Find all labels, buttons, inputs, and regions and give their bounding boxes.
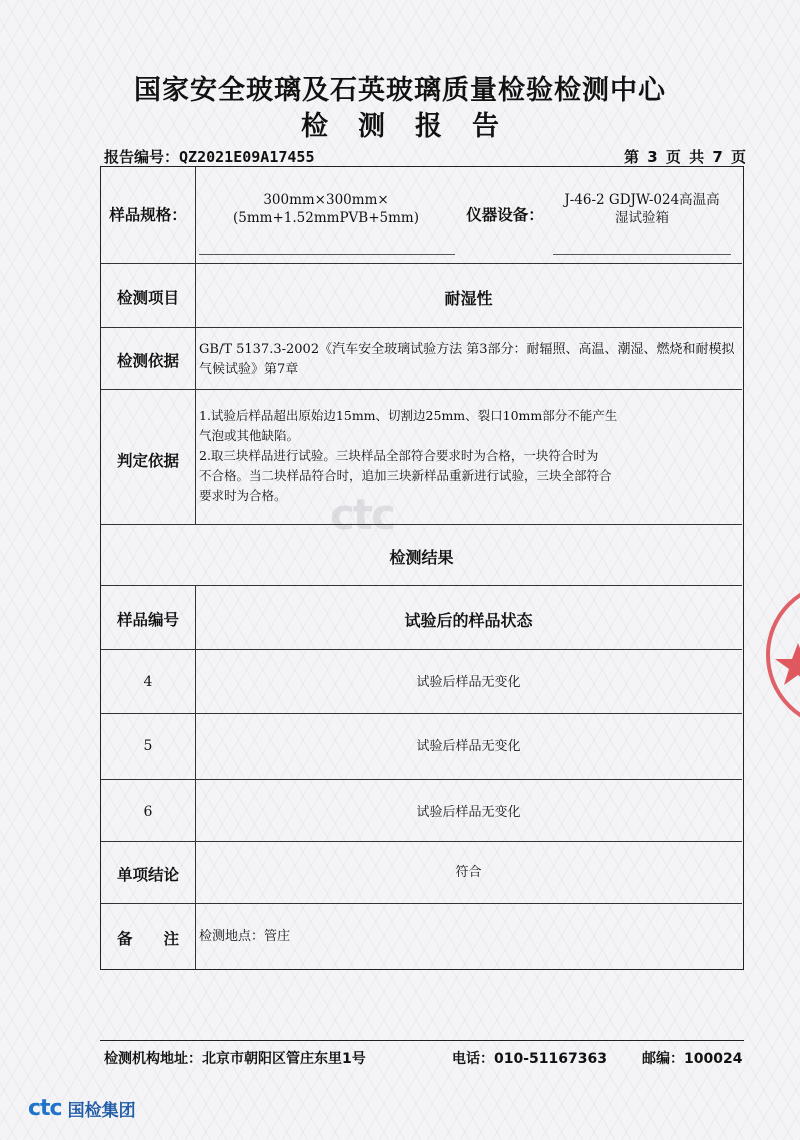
criteria-line: 1.试验后样品超出原始边15mm、切割边25mm、裂口10mm部分不能产生 (199, 408, 618, 423)
conclusion-value: 符合 (455, 865, 482, 880)
result-row-state: 试验后样品无变化 (416, 739, 521, 754)
spec-value-line1: 300mm×300mm× (263, 192, 389, 208)
spec-value (211, 191, 441, 227)
result-row-no: 6 (143, 804, 153, 820)
phone-label: 电话： (452, 1051, 494, 1067)
result-row-no: 4 (143, 674, 153, 690)
report-table (100, 166, 744, 970)
doc-title: 检测报告 (301, 111, 529, 142)
brand-name: 国检集团 (67, 1101, 136, 1121)
page-info: 第 3 页 共 7 页 (624, 148, 746, 166)
footer-postcode (642, 1048, 742, 1068)
footer-address (104, 1048, 366, 1068)
criteria-line: 2.取三块样品进行试验。三块样品全部符合要求时为合格，一块符合时为 (199, 448, 599, 463)
conclusion-label: 单项结论 (116, 866, 179, 884)
seal-stamp-icon (760, 575, 800, 735)
spec-label: 样品规格： (109, 206, 187, 224)
remarks-value: 检测地点：管庄 (199, 929, 291, 944)
report-number-label: 报告编号： (104, 148, 180, 166)
criteria-label: 判定依据 (116, 452, 179, 470)
watermark-logo: ctc (330, 490, 394, 539)
phone-value: 010-51167363 (494, 1051, 607, 1067)
brand-logo (28, 1096, 136, 1121)
remarks-label: 备 注 (116, 930, 179, 948)
spec-value-line2: (5mm+1.52mmPVB+5mm) (233, 210, 419, 226)
equipment-value (547, 191, 737, 227)
postcode-label: 邮编： (642, 1051, 684, 1067)
basis-value: GB/T 5137.3-2002《汽车安全玻璃试验方法 第3部分：耐辐照、高温、潮湿、燃烧和耐模拟气候试验》第7章 (199, 342, 735, 377)
col-sample-no: 样品编号 (116, 611, 179, 629)
test-item-label: 检测项目 (116, 289, 179, 307)
org-title: 国家安全玻璃及石英玻璃质量检验检测中心 (134, 75, 666, 106)
result-row-no: 5 (143, 738, 153, 754)
criteria-line: 不合格。当二块样品符合时，追加三块新样品重新进行试验，三块全部符合 (199, 468, 612, 483)
postcode-value: 100024 (684, 1051, 743, 1067)
criteria-line: 气泡或其他缺陷。 (199, 428, 300, 443)
result-row-state: 试验后样品无变化 (416, 805, 521, 820)
test-item-value: 耐湿性 (444, 289, 493, 308)
footer-divider (100, 1040, 744, 1041)
basis-label: 检测依据 (116, 352, 179, 370)
result-row-state: 试验后样品无变化 (416, 675, 521, 690)
criteria-value (199, 406, 739, 506)
ctc-logo-icon: ctc (28, 1096, 62, 1121)
results-section-title: 检测结果 (389, 548, 454, 567)
criteria-line: 要求时为合格。 (199, 488, 287, 503)
equipment-line2: 湿试验箱 (615, 210, 669, 226)
report-number-value: QZ2021E09A17455 (179, 148, 315, 166)
address-label: 检测机构地址： (104, 1051, 202, 1067)
address-value: 北京市朝阳区管庄东里1号 (202, 1051, 366, 1067)
footer-phone (452, 1048, 607, 1068)
equipment-line1: J-46-2 GDJW-024高温高 (564, 192, 720, 208)
equipment-label: 仪器设备： (466, 206, 544, 224)
report-number (104, 146, 314, 167)
col-state: 试验后的样品状态 (404, 611, 533, 630)
